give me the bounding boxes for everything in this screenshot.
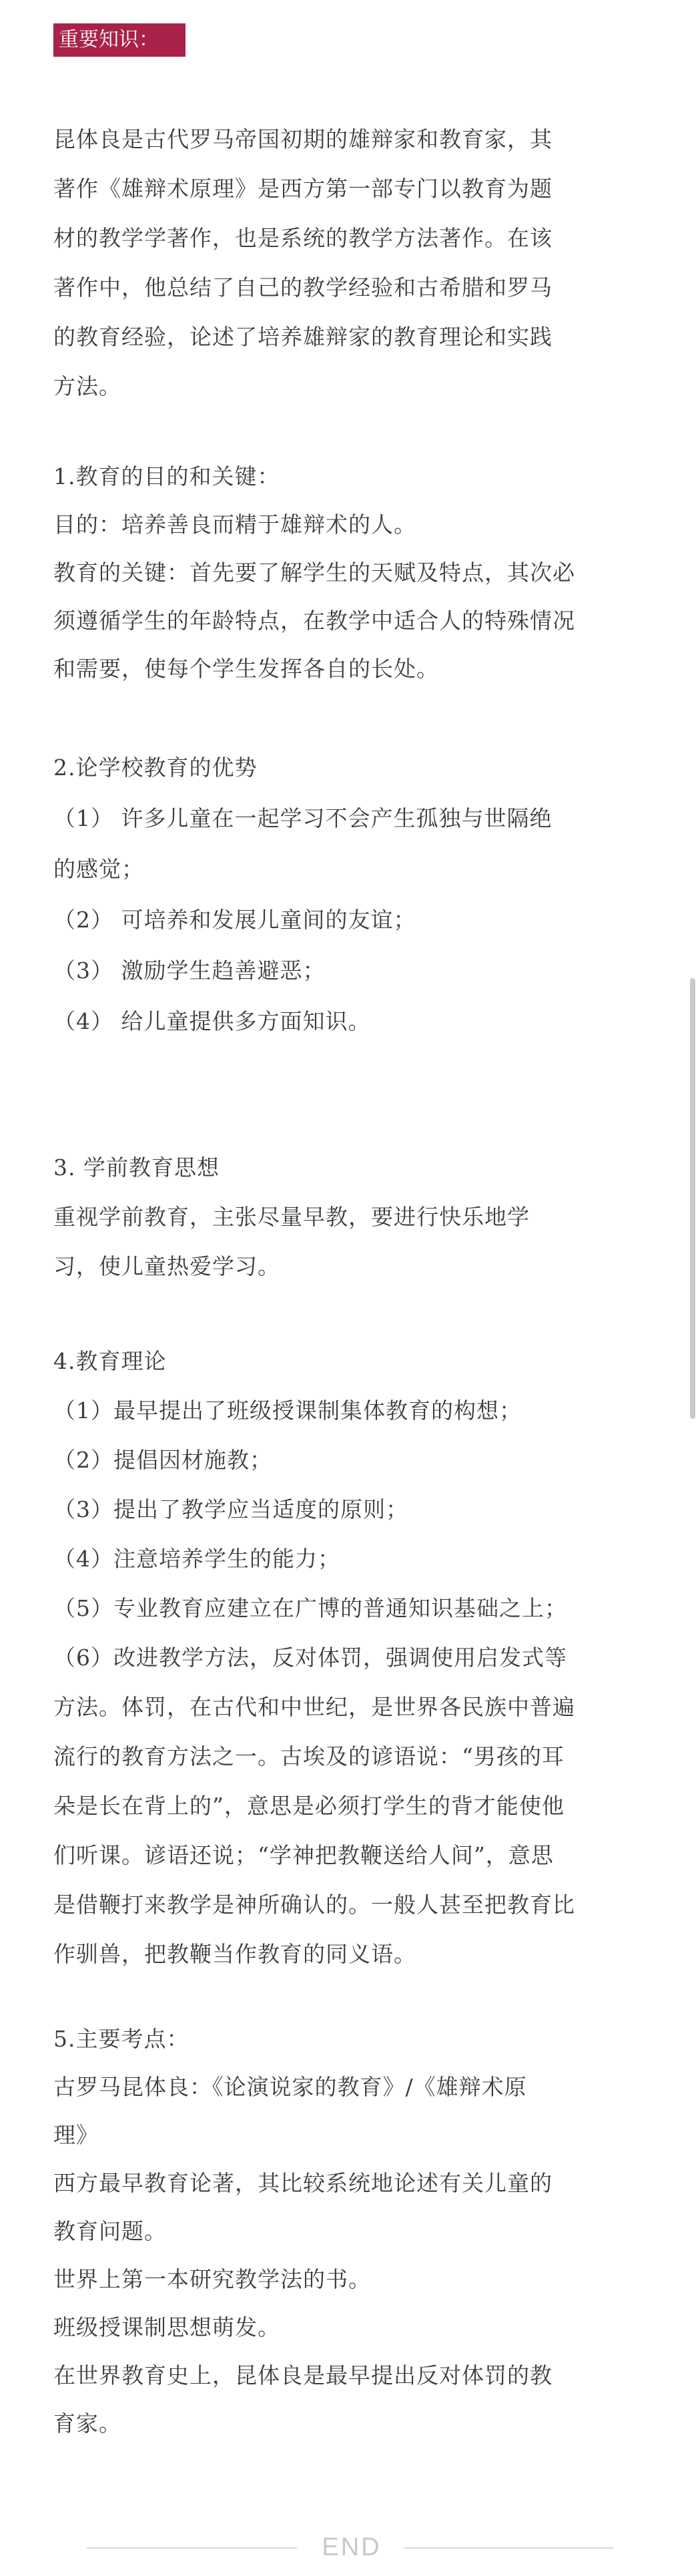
list-item: （4）注意培养学生的能力； [53, 1546, 340, 1572]
section-key-points [53, 2015, 654, 2448]
section-badge: 重要知识： [53, 23, 186, 57]
text-line: 著作中，他总结了自己的教学经验和古希腊和罗马 [53, 274, 553, 300]
text-line: 教育问题。 [53, 2218, 167, 2244]
intro-paragraph [53, 115, 654, 411]
text-line: 理》 [53, 2122, 99, 2148]
text-line: 西方最早教育论著，其比较系统地论述有关儿童的 [53, 2170, 553, 2196]
text-line: 育家。 [53, 2410, 121, 2436]
text-line: 流行的教育方法之一。古埃及的谚语说：“男孩的耳 [53, 1743, 565, 1769]
section-education-goal [53, 453, 654, 693]
text-line: 们听课。谚语还说；“学神把教鞭送给人间”，意思 [53, 1842, 554, 1868]
text-line: 朵是长在背上的”，意思是必须打学生的背才能使他 [53, 1793, 565, 1819]
section-heading: 5.主要考点： [53, 2026, 190, 2052]
section-preschool [53, 1143, 654, 1291]
list-item: （3） 激励学生趋善避恶； [53, 957, 326, 984]
list-item: 的感觉； [53, 856, 144, 882]
text-line: 重视学前教育，主张尽量早教，要进行快乐地学 [53, 1204, 530, 1230]
list-item: （1）最早提出了班级授课制集体教育的构想； [53, 1398, 522, 1424]
end-divider-right [404, 2547, 614, 2549]
text-line: 班级授课制思想萌发。 [53, 2314, 280, 2340]
list-item: （1） 许多儿童在一起学习不会产生孤独与世隔绝 [53, 805, 553, 831]
text-line: 方法。体罚，在古代和中世纪，是世界各民族中普遍 [53, 1694, 575, 1720]
list-item: （5）专业教育应建立在广博的普通知识基础之上； [53, 1595, 567, 1621]
text-line: 在世界教育史上，昆体良是最早提出反对体罚的教 [53, 2362, 553, 2388]
section-heading: 3. 学前教育思想 [53, 1154, 220, 1180]
section-heading: 1.教育的目的和关键： [53, 463, 280, 489]
text-line: 须遵循学生的年龄特点，在教学中适合人的特殊情况 [53, 608, 575, 634]
text-line: 著作《雄辩术原理》是西方第一部专门以教育为题 [53, 176, 553, 202]
end-label: END [322, 2533, 382, 2561]
text-line: 教育的关键：首先要了解学生的天赋及特点，其次必 [53, 560, 575, 586]
list-item: （6）改进教学方法，反对体罚，强调使用启发式等 [53, 1645, 567, 1671]
text-line: 习，使儿童热爱学习。 [53, 1253, 280, 1279]
end-divider-left [87, 2547, 297, 2549]
text-line: 世界上第一本研究教学法的书。 [53, 2266, 371, 2292]
text-line: 作驯兽，把教鞭当作教育的同义语。 [53, 1941, 416, 1967]
section-heading: 4.教育理论 [53, 1348, 167, 1374]
list-item: （2） 可培养和发展儿童间的友谊； [53, 907, 416, 933]
text-line: 方法。 [53, 373, 121, 399]
section-school-advantages [53, 742, 654, 1047]
text-line: 昆体良是古代罗马帝国初期的雄辩家和教育家，其 [53, 126, 553, 152]
text-line: 材的教学学著作，也是系统的教学方法著作。在该 [53, 225, 553, 251]
list-item: （3）提出了教学应当适度的原则； [53, 1496, 408, 1522]
scrollbar-thumb[interactable] [690, 978, 695, 1419]
text-line: 古罗马昆体良：《论演说家的教育》/《雄辩术原 [53, 2074, 527, 2100]
text-line: 是借鞭打来教学是神所确认的。一般人甚至把教育比 [53, 1892, 575, 1918]
list-item: （4） 给儿童提供多方面知识。 [53, 1008, 371, 1034]
section-education-theory [53, 1337, 654, 1979]
text-line: 的教育经验，论述了培养雄辩家的教育理论和实践 [53, 324, 553, 350]
section-heading: 2.论学校教育的优势 [53, 755, 258, 781]
text-line: 和需要，使每个学生发挥各自的长处。 [53, 656, 439, 682]
text-line: 目的：培养善良而精于雄辩术的人。 [53, 511, 416, 538]
list-item: （2）提倡因材施教； [53, 1447, 272, 1473]
